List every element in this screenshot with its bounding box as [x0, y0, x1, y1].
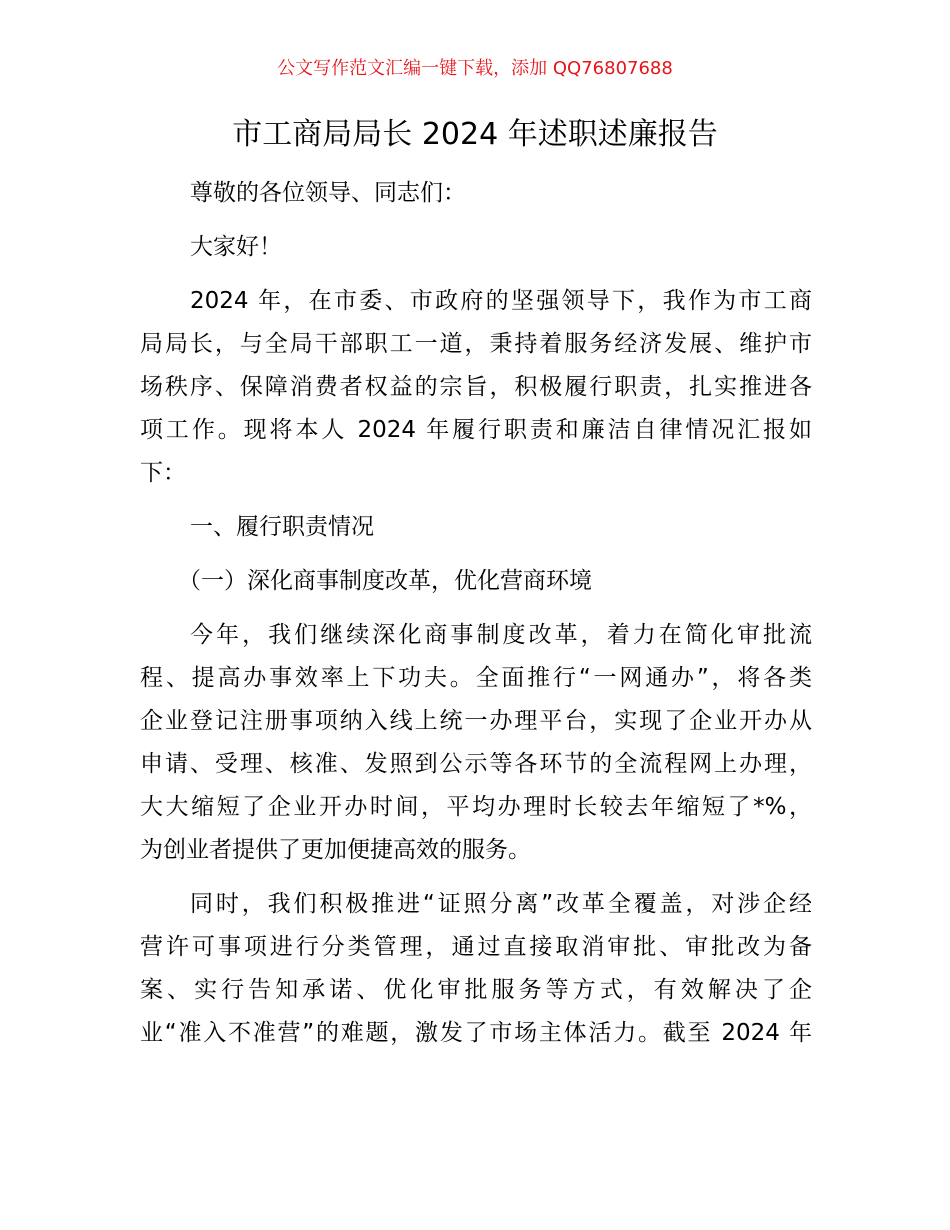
text-line: 今年，我们继续深化商事制度改革，着力在简化审批流 [190, 622, 812, 648]
paragraph [140, 280, 812, 495]
text-line: 2024 年，在市委、市政府的坚强领导下，我作为市工商 [190, 288, 812, 314]
paragraph [140, 226, 812, 269]
text-line: 下： [140, 460, 186, 486]
text-line: 同时，我们积极推进“证照分离”改革全覆盖，对涉企经 [190, 891, 812, 917]
text-line: 程、提高办事效率上下功夫。全面推行“一网通办”，将各类 [140, 665, 812, 691]
paragraph [140, 172, 812, 215]
text-line: 企业登记注册事项纳入线上统一办理平台，实现了企业开办从 [140, 708, 812, 734]
text-line: （一）深化商事制度改革，优化营商环境 [178, 568, 592, 594]
text-line: 营许可事项进行分类管理，通过直接取消审批、审批改为备 [140, 934, 812, 960]
text-line: 业“准入不准营”的难题，激发了市场主体活力。截至 2024 年 [140, 1020, 812, 1046]
text-line: 申请、受理、核准、发照到公示等各环节的全流程网上办理， [140, 751, 812, 777]
text-line: 尊敬的各位领导、同志们： [190, 180, 466, 206]
text-line: 大大缩短了企业开办时间，平均办理时长较去年缩短了*%， [140, 794, 812, 820]
text-line: 案、实行告知承诺、优化审批服务等方式，有效解决了企 [140, 977, 812, 1003]
header-banner: 公文写作范文汇编一键下载，添加 QQ76807688 [277, 58, 673, 79]
text-line: 局局长，与全局干部职工一道，秉持着服务经济发展、维护市 [140, 331, 812, 357]
page-title: 市工商局局长 2024 年述职述廉报告 [232, 117, 718, 152]
text-line: 为创业者提供了更加便捷高效的服务。 [140, 837, 531, 863]
paragraph [140, 560, 812, 603]
text-line: 项工作。现将本人 2024 年履行职责和廉洁自律情况汇报如 [140, 417, 812, 443]
paragraph [140, 506, 812, 549]
text-line: 一、履行职责情况 [190, 514, 374, 540]
text-line: 大家好！ [190, 234, 282, 260]
paragraph [140, 614, 812, 872]
text-line: 场秩序、保障消费者权益的宗旨，积极履行职责，扎实推进各 [140, 374, 812, 400]
paragraph [140, 883, 812, 1055]
document-body [140, 172, 812, 1066]
